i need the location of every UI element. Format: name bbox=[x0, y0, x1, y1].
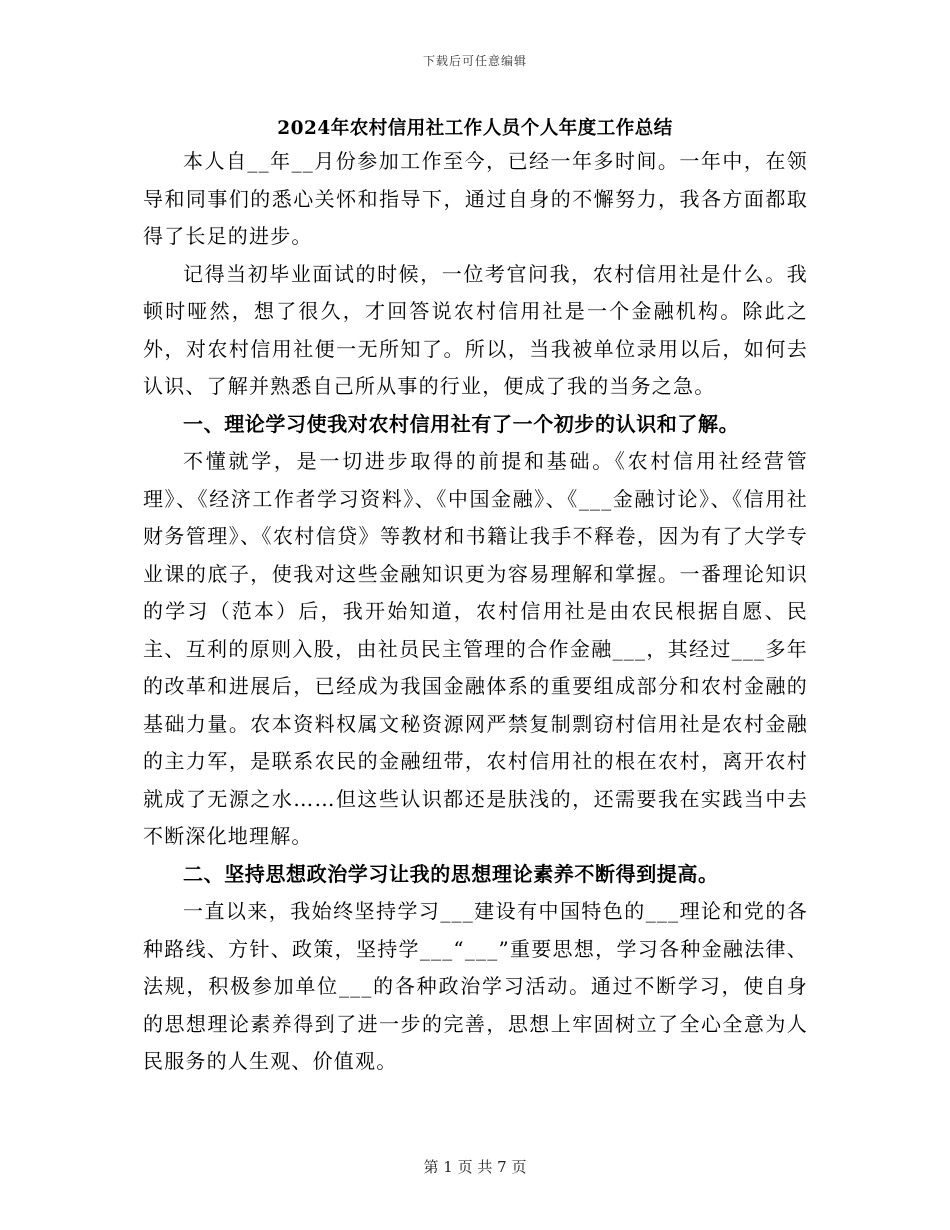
section-heading-politics: 二、坚持思想政治学习让我的思想理论素养不断得到提高。 bbox=[183, 861, 719, 886]
section-heading-theory: 一、理论学习使我对农村信用社有了一个初步的认识和了解。 bbox=[183, 411, 740, 436]
document-body bbox=[143, 143, 808, 1081]
page-footer: 第 1 页 共 7 页 bbox=[423, 1158, 527, 1176]
document-title: 2024年农村信用社工作人员个人年度工作总结 bbox=[277, 118, 673, 139]
paragraph-politics: 一直以来，我始终坚持学习___建设有中国特色的___理论和党的各种路线、方针、政策，坚持学___“___”重要思想，学习各种金融法律、法规，积极参加单位___的各种政治学习活动。通过不断学习，使自身的思想理论素养得到了进一步的完善，思想上牢固树立了全心全意为人民服务的人生观、价值观。 bbox=[143, 899, 808, 1073]
paragraph-interview: 记得当初毕业面试的时候，一位考官问我，农村信用社是什么。我顿时哑然，想了很久，才回答说农村信用社是一个金融机构。除此之外，对农村信用社便一无所知了。所以，当我被单位录用以后，如何去认识、了解并熟悉自己所从事的行业，便成了我的当务之急。 bbox=[143, 261, 808, 398]
paragraph-intro: 本人自__年__月份参加工作至今，已经一年多时间。一年中，在领导和同事们的悉心关怀和指导下，通过自身的不懈努力，我各方面都取得了长足的进步。 bbox=[143, 149, 808, 248]
paragraph-theory: 不懂就学，是一切进步取得的前提和基础。《农村信用社经营管理》、《经济工作者学习资料》、《中国金融》、《___金融讨论》、《信用社财务管理》、《农村信贷》等教材和书籍让我手不释卷，因为有了大学专业课的底子，使我对这些金融知识更为容易理解和掌握。一番理论知识的学习（范本）后，我开始知道，农村信用社是由农民根据自愿、民主、互利的原则入股，由社员民主管理的合作金融___，其经过___多年的改革和进展后，已经成为我国金融体系的重要组成部分和农村金融的基础力量。农本资料权属文秘资源网严禁复制剽窃村信用社是农村金融的主力军，是联系农民的金融纽带，农村信用社的根在农村，离开农村就成了无源之水……但这些认识都还是肤浅的，还需要我在实践当中去不断深化地理解。 bbox=[143, 449, 808, 848]
header-note: 下载后可任意编辑 bbox=[422, 54, 527, 68]
